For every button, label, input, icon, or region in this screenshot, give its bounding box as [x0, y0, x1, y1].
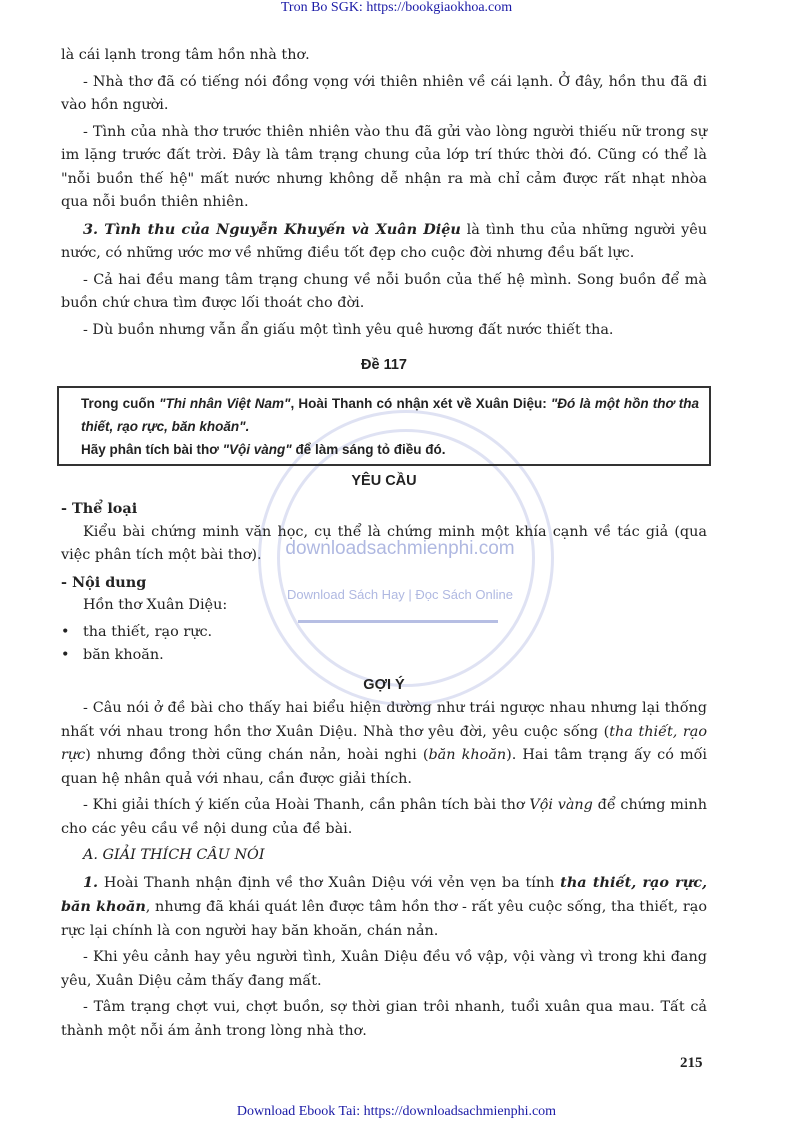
bullet-item: • tha thiết, rạo rực. [61, 621, 707, 645]
header-link[interactable]: Tron Bo SGK: https://bookgiaokhoa.com [280, 0, 513, 15]
prompt-line-2: Hãy phân tích bài thơ "Vội vàng" để làm sáng tỏ điều đó. [81, 441, 446, 457]
prompt-line-1: Trong cuốn "Thi nhân Việt Nam", Hoài Thanh có nhận xét về Xuân Diệu: "Đó là một hồn thơ tha thiết, rạo rực, băn khoăn". [81, 395, 699, 434]
point-1: 1. Hoài Thanh nhận định về thơ Xuân Diệu với vẻn vẹn ba tính tha thiết, rạo rực, băn khoăn, nhưng đã khái quát lên được tâm hồn thơ - rất yêu cuộc sống, tha thiết, rạo rực lại chính là con người hay băn khoăn, chán nản. [61, 873, 708, 939]
genre-heading: - Thể loại [61, 500, 138, 517]
point-3-text: là tình thu của những người yêu nước, có những ước mơ về những điều tốt đẹp cho cuộc đời nhưng đều bất lực. [61, 221, 707, 261]
content-intro: Hồn thơ Xuân Diệu: [83, 597, 228, 613]
requirements-title: YÊU CẦU [351, 472, 417, 489]
paragraph: - Tâm trạng chợt vui, chợt buồn, sợ thời gian trôi nhanh, tuổi xuân qua mau. Tất cả thành một nỗi ám ảnh trong lòng nhà thơ. [61, 999, 707, 1039]
hint-paragraph-1: - Câu nói ở đề bài cho thấy hai biểu hiện dường như trái ngược nhau nhưng lại thống nhất với nhau trong hồn thơ Xuân Diệu. Nhà thơ yêu đời, yêu cuộc sống (tha thiết, rạo rực) nhưng đồng thời cũng chán nản, hoài nghi (băn khoăn). Hai tâm trạng ấy có mối quan hệ nhân quả với nhau, cần được giải thích. [61, 700, 707, 787]
watermark-tagline: Download Sách Hay | Đọc Sách Online [287, 587, 513, 602]
watermark-site: downloadsachmienphi.com [285, 538, 515, 559]
paragraph: - Dù buồn nhưng vẫn ẩn giấu một tình yêu quê hương đất nước thiết tha. [83, 321, 614, 338]
point-3-lead: 3. Tình thu của Nguyễn Khuyến và Xuân Diệu [83, 220, 461, 238]
bullet-item: • băn khoăn. [61, 644, 707, 668]
paragraph: là cái lạnh trong tâm hồn nhà thơ. [61, 47, 310, 63]
exercise-title: Đề 117 [361, 357, 407, 373]
page-number: 215 [680, 1055, 703, 1071]
hint-paragraph-2: - Khi giải thích ý kiến của Hoài Thanh, cần phân tích bài thơ Vội vàng để chứng minh cho các yêu cầu về nội dung của đề bài. [61, 797, 707, 837]
paragraph: - Tình của nhà thơ trước thiên nhiên vào thu đã gửi vào lòng người thiếu nữ trong sự im lặng trước đất trời. Đây là tâm trạng chung của lớp trí thức thời đó. Cũng có thể là "nỗi buồn thế hệ" mất nước nhưng không dễ nhận ra mà chỉ cảm được rất nhạt nhòa qua nỗi buồn thiên nhiên. [61, 123, 707, 210]
page-content [61, 44, 707, 1046]
footer-link[interactable]: Download Ebook Tai: https://downloadsachmienphi.com [236, 1104, 557, 1119]
genre-text: Kiểu bài chứng minh văn học, cụ thể là chứng minh một khía cạnh về tác giả (qua việc phân tích một bài thơ). [61, 523, 707, 563]
paragraph: - Khi yêu cảnh hay yêu người tình, Xuân Diệu đều vồ vập, vội vàng vì trong khi đang yêu, Xuân Diệu cảm thấy đang mất. [61, 949, 707, 989]
paragraph: - Nhà thơ đã có tiếng nói đồng vọng với thiên nhiên về cái lạnh. Ở đây, hồn thu đã đi vào hồn người. [61, 73, 707, 113]
hints-title: GỢI Ý [363, 676, 405, 693]
prompt-box [57, 386, 711, 466]
content-heading: - Nội dung [61, 573, 147, 591]
section-a-heading: A. GIẢI THÍCH CÂU NÓI [83, 847, 265, 863]
point-3 [61, 218, 707, 266]
paragraph: - Cả hai đều mang tâm trạng chung về nỗi buồn của thế hệ mình. Song buồn để mà buồn chứ chưa tìm được lối thoát cho đời. [61, 271, 707, 311]
